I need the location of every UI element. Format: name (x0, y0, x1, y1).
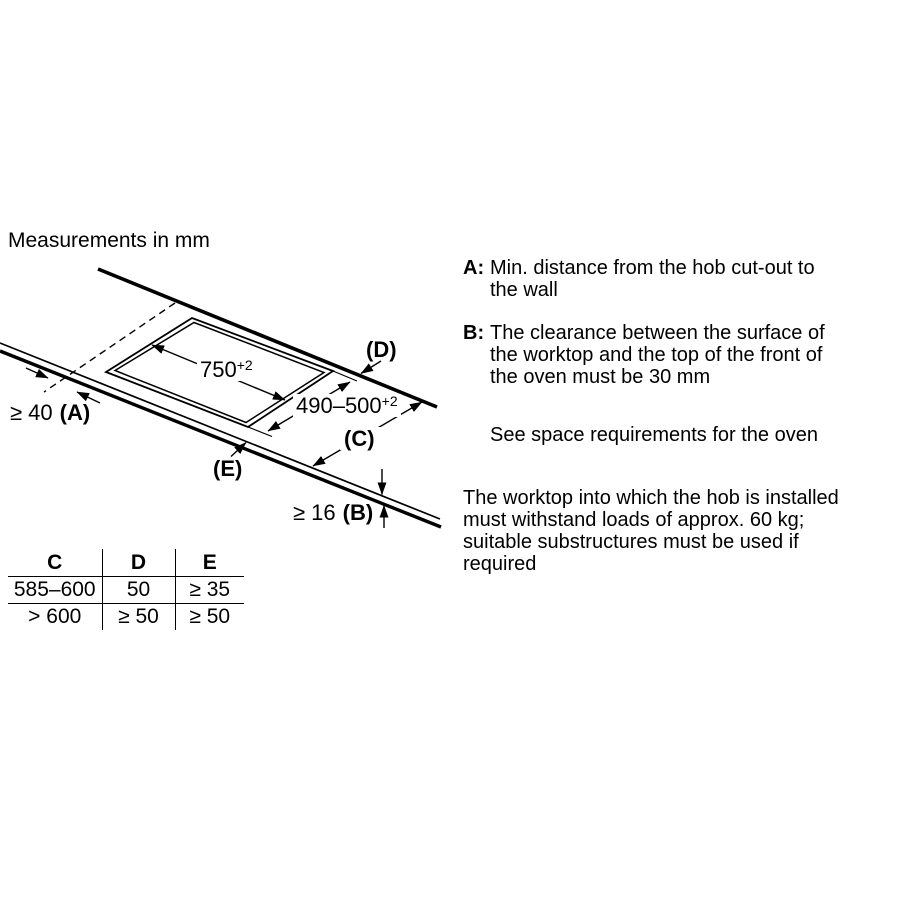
label-e: (E) (213, 456, 243, 481)
cell-d2: ≥ 50 (102, 604, 175, 631)
label-d-arrow (361, 361, 381, 374)
note-a-text: Min. distance from the hob cut-out to the wall (490, 257, 815, 301)
dim-a-value: ≥ 40 (A) (10, 400, 91, 425)
note-b (463, 322, 867, 388)
note-b-text: The clearance between the surface of the worktop and the top of the front of the oven must be 30 mm (490, 322, 825, 388)
cell-c2: > 600 (8, 604, 102, 631)
wall-dashed-line (44, 303, 175, 392)
page-title: Measurements in mm (8, 229, 210, 252)
note-a (463, 257, 867, 301)
cell-c1: 585–600 (8, 577, 102, 604)
dim-depth-value: $490-500^{+2}$ (296, 393, 398, 418)
see-space-note: See space requirements for the oven (490, 424, 818, 446)
label-c: (C) (344, 426, 375, 451)
table-row (8, 577, 244, 604)
note-a-label: A: (463, 257, 485, 279)
dim-depth-ext-2 (248, 427, 272, 437)
col-header-d: D (102, 549, 175, 577)
col-header-c: C (8, 549, 102, 577)
col-header-e: E (175, 549, 244, 577)
dim-width-value: $750^{+2}$ (200, 357, 253, 382)
cell-e2: ≥ 50 (189, 605, 231, 628)
cell-d1: 50 (102, 577, 175, 604)
legend-notes (463, 257, 867, 388)
clearance-table (8, 549, 244, 630)
worktop-load-note: The worktop into which the hob is installed must withstand loads of approx. 60 kg; suitable substructures must be used if required (463, 487, 839, 575)
table-header-row (8, 549, 244, 577)
note-b-label: B: (463, 322, 485, 344)
label-d: (D) (366, 337, 397, 362)
cell-e1: ≥ 35 (175, 577, 244, 604)
table-row (8, 604, 244, 631)
dim-b-value: ≥ 16 (B) (293, 500, 374, 525)
